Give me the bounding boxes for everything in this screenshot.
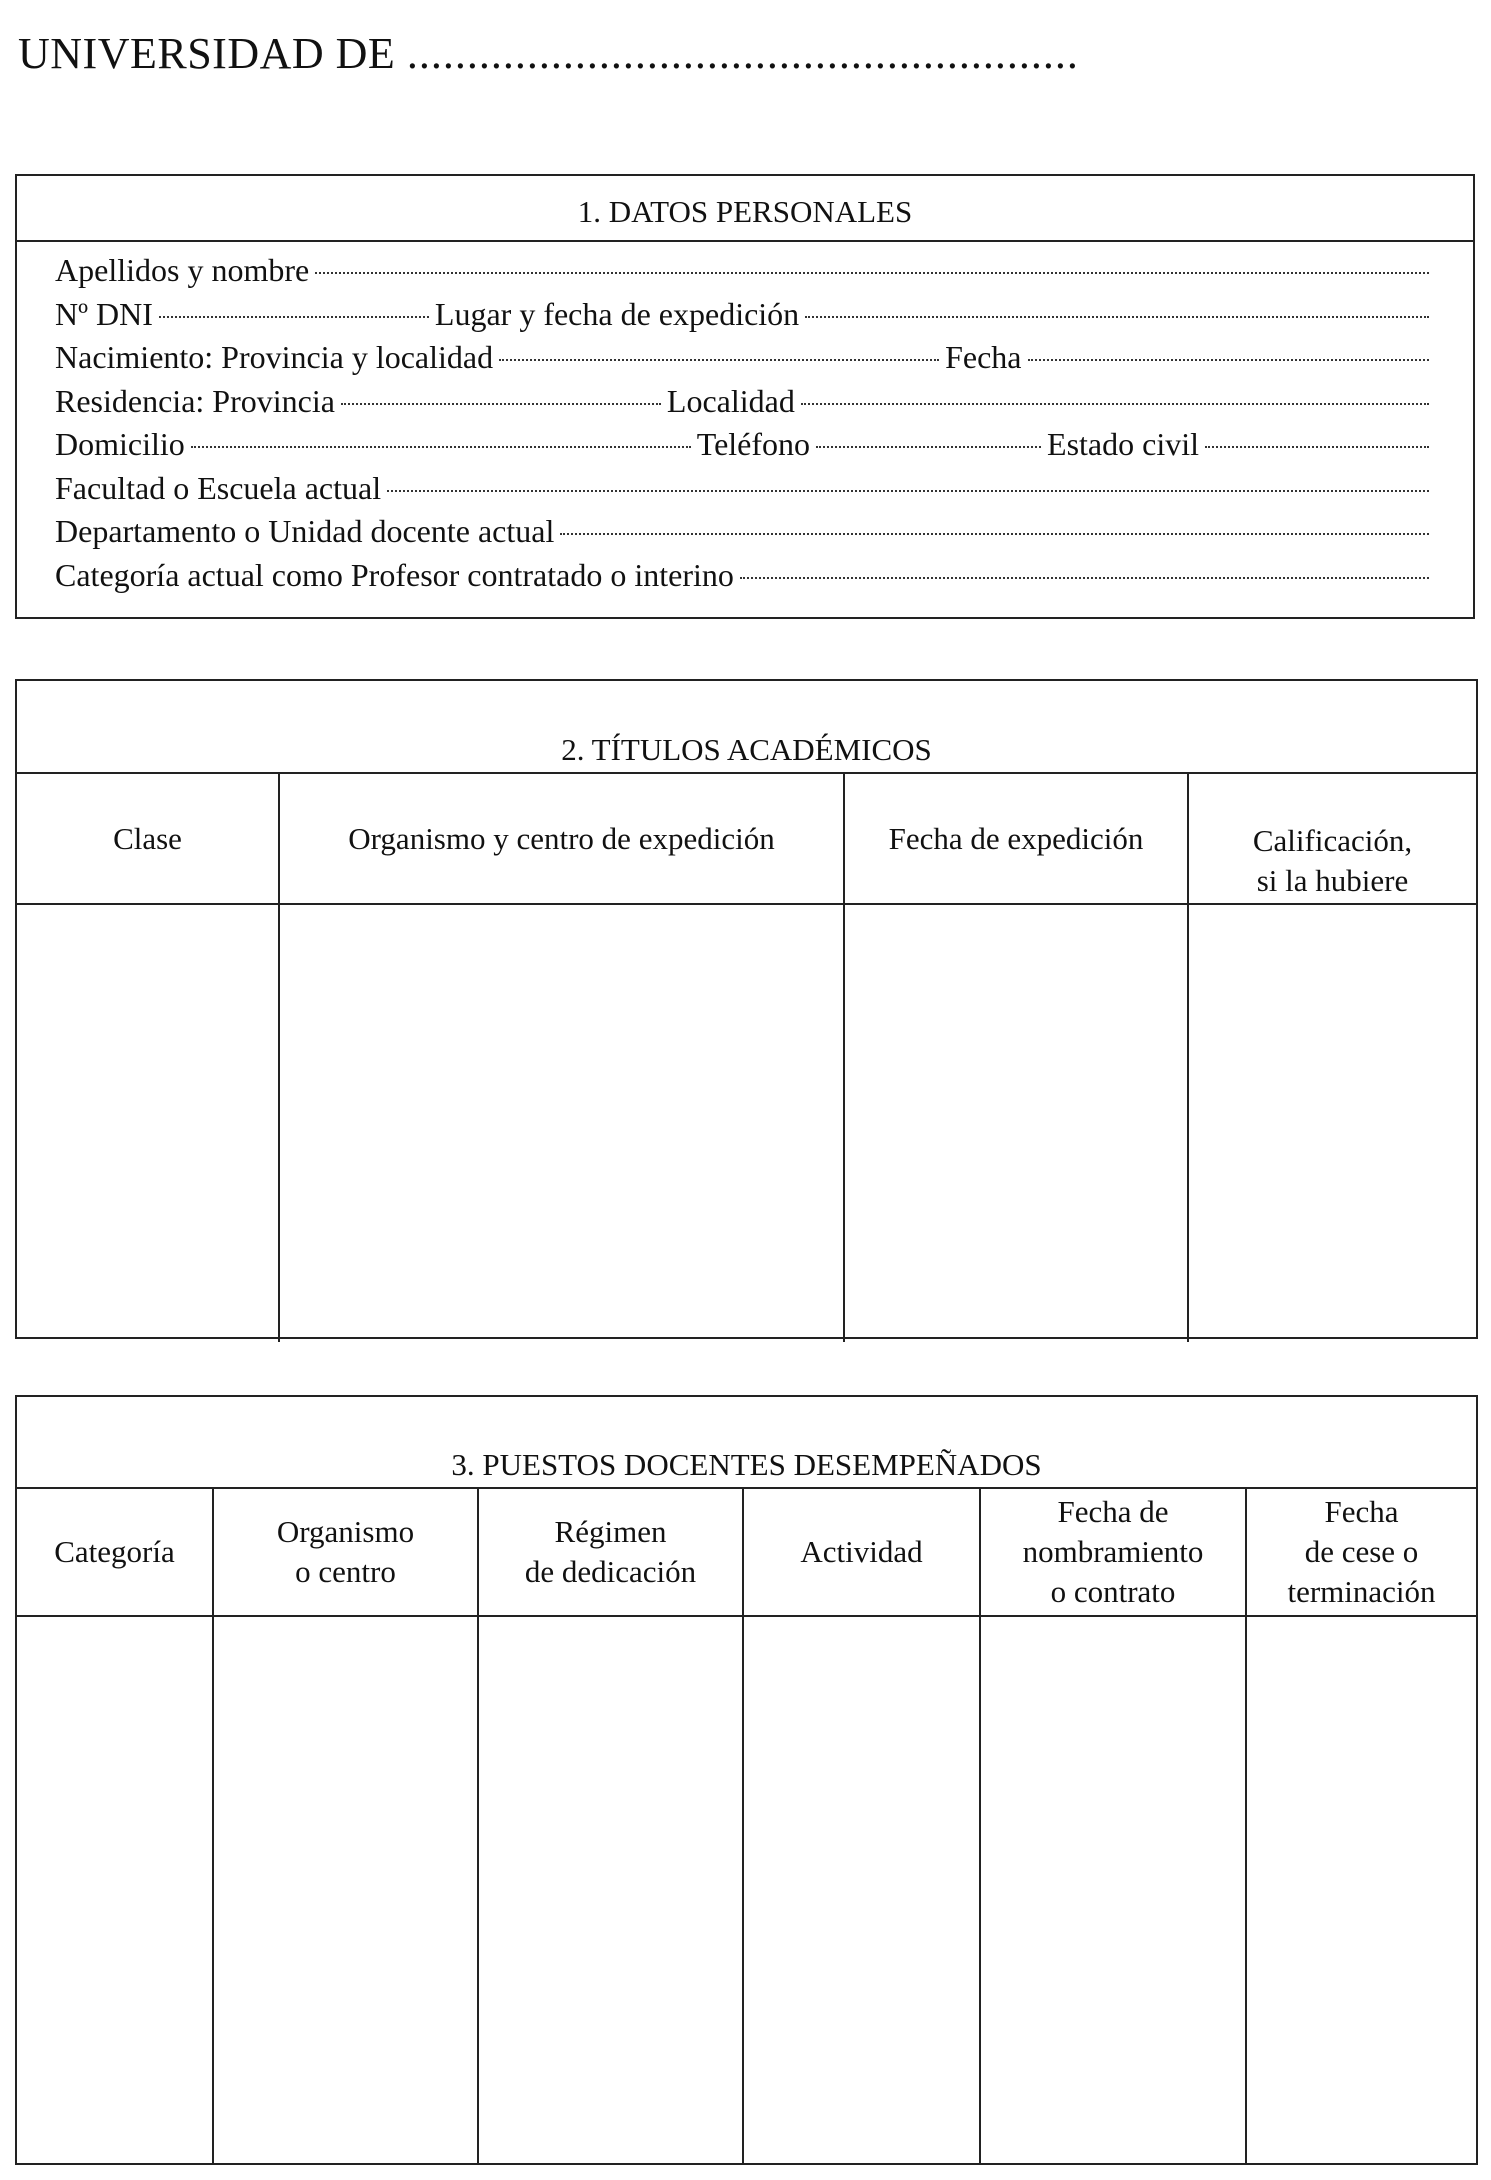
- datos-personales-section: [15, 174, 1475, 619]
- categoria-actual-label: Categoría actual como Profesor contratado o interino: [55, 556, 734, 593]
- categoria-actual-field[interactable]: [740, 577, 1429, 579]
- titulos-academicos-title: 2. TÍTULOS ACADÉMICOS: [17, 681, 1476, 774]
- cell-organismo[interactable]: [213, 1616, 478, 2163]
- residencia-provincia-field[interactable]: [341, 403, 661, 405]
- apellidos-nombre-line: [55, 252, 1435, 296]
- column-header-calificacion: Calificación, si la hubiere: [1188, 774, 1476, 904]
- domicilio-label: Domicilio: [55, 426, 185, 462]
- cell-fecha-cese[interactable]: [1246, 1616, 1476, 2163]
- cell-fecha-expedicion[interactable]: [844, 904, 1188, 1342]
- apellidos-nombre-field[interactable]: [315, 272, 1429, 274]
- university-heading: [18, 28, 1079, 79]
- column-header-regimen-dedicacion: Régimen de dedicación: [478, 1489, 743, 1616]
- nacimiento-line: [55, 339, 1435, 383]
- titulos-academicos-table: [17, 774, 1476, 1342]
- facultad-field[interactable]: [387, 490, 1429, 492]
- cell-calificacion[interactable]: [1188, 904, 1476, 1342]
- cell-actividad[interactable]: [743, 1616, 980, 2163]
- domicilio-field[interactable]: [191, 446, 691, 448]
- telefono-field[interactable]: [816, 446, 1041, 448]
- departamento-line: [55, 513, 1435, 557]
- departamento-label: Departamento o Unidad docente actual: [55, 513, 555, 549]
- column-header-actividad: Actividad: [743, 1489, 980, 1616]
- datos-personales-title: 1. DATOS PERSONALES: [17, 176, 1473, 242]
- residencia-provincia-label: Residencia: Provincia: [55, 382, 335, 419]
- column-header-organismo: Organismo o centro: [213, 1489, 478, 1616]
- cell-categoria[interactable]: [17, 1616, 213, 2163]
- puestos-docentes-title: 3. PUESTOS DOCENTES DESEMPEÑADOS: [17, 1397, 1476, 1489]
- estado-civil-field[interactable]: [1205, 446, 1429, 448]
- residencia-line: [55, 383, 1435, 427]
- dni-field[interactable]: [159, 316, 429, 318]
- apellidos-nombre-label: Apellidos y nombre: [55, 252, 310, 288]
- puestos-docentes-section: [15, 1395, 1478, 2165]
- column-header-fecha-cese: Fecha de cese o terminación: [1246, 1489, 1476, 1616]
- university-dots[interactable]: ........................................................: [406, 29, 1079, 78]
- lugar-fecha-expedicion-field[interactable]: [805, 316, 1429, 318]
- nacimiento-fecha-label: Fecha: [945, 339, 1022, 375]
- departamento-field[interactable]: [560, 533, 1429, 535]
- titulos-academicos-section: [15, 679, 1478, 1339]
- cell-clase[interactable]: [17, 904, 279, 1342]
- column-header-fecha-nombramiento: Fecha de nombramiento o contrato: [980, 1489, 1246, 1616]
- nacimiento-fecha-field[interactable]: [1028, 359, 1430, 361]
- column-header-organismo-centro: Organismo y centro de expedición: [279, 774, 844, 904]
- column-header-categoria: Categoría: [17, 1489, 213, 1616]
- facultad-label: Facultad o Escuela actual: [55, 469, 382, 506]
- cell-regimen-dedicacion[interactable]: [478, 1616, 743, 2163]
- column-header-fecha-expedicion: Fecha de expedición: [844, 774, 1188, 904]
- cell-organismo-centro[interactable]: [279, 904, 844, 1342]
- domicilio-line: [55, 426, 1435, 470]
- telefono-label: Teléfono: [696, 426, 811, 462]
- dni-line: [55, 296, 1435, 340]
- dni-label: Nº DNI: [55, 295, 153, 332]
- facultad-line: [55, 470, 1435, 514]
- lugar-fecha-expedicion-label: Lugar y fecha de expedición: [434, 295, 800, 332]
- categoria-actual-line: [55, 557, 1435, 601]
- estado-civil-label: Estado civil: [1047, 426, 1199, 462]
- localidad-label: Localidad: [666, 382, 795, 419]
- nacimiento-field[interactable]: [499, 359, 939, 361]
- university-label: UNIVERSIDAD DE: [18, 29, 396, 78]
- column-header-clase: Clase: [17, 774, 279, 904]
- cell-fecha-nombramiento[interactable]: [980, 1616, 1246, 2163]
- puestos-docentes-table: [17, 1489, 1476, 2163]
- localidad-field[interactable]: [801, 403, 1429, 405]
- nacimiento-label: Nacimiento: Provincia y localidad: [55, 339, 494, 375]
